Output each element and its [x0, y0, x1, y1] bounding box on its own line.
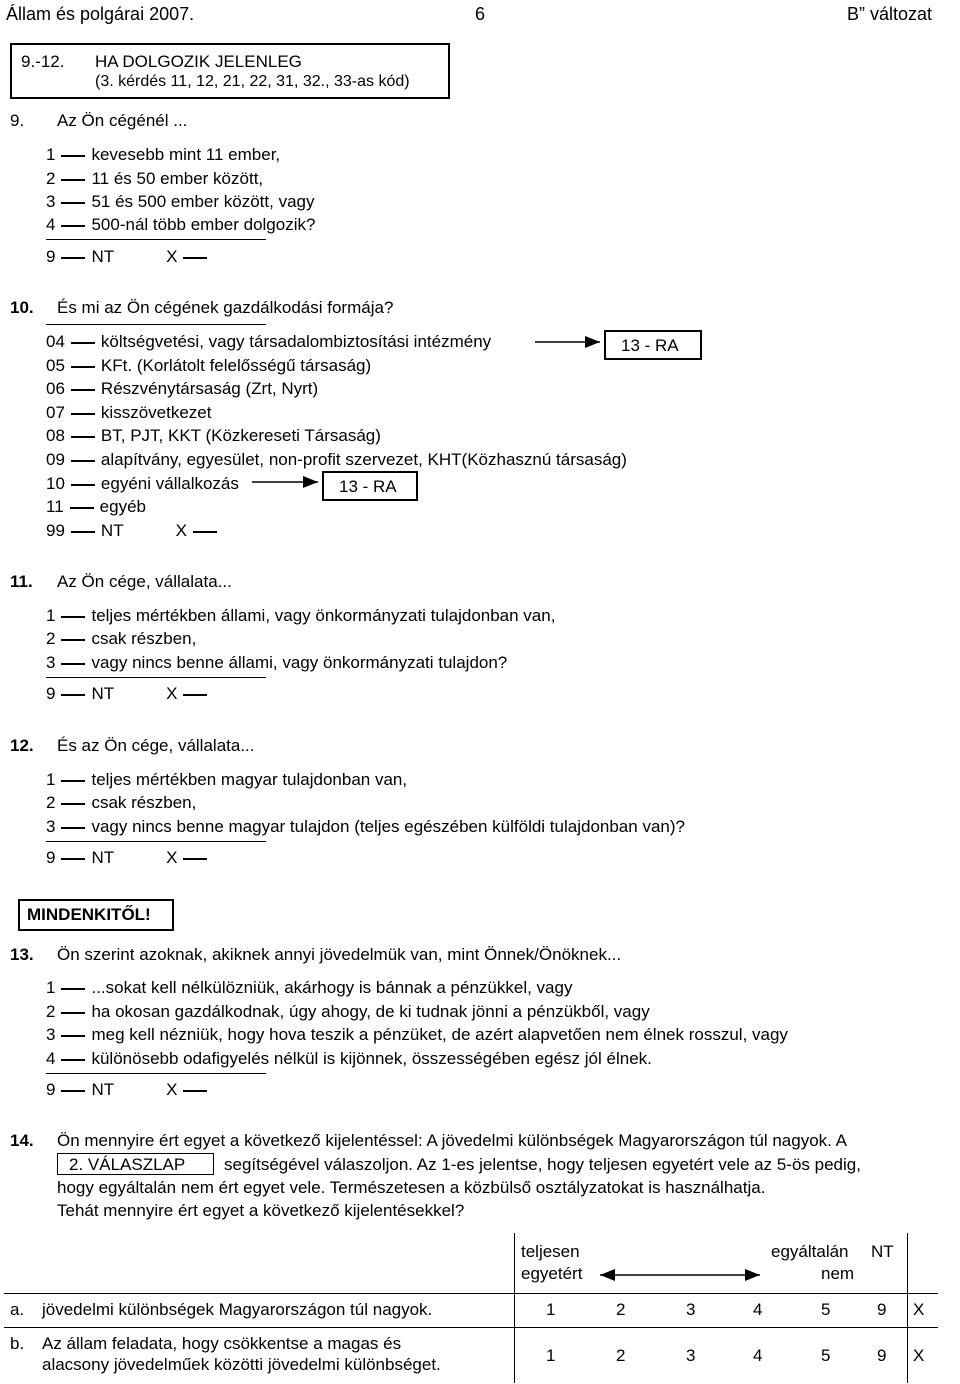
- q9-option-1[interactable]: 1 kevesebb mint 11 ember,: [46, 145, 281, 164]
- q12-option-1[interactable]: 1 teljes mértékben magyar tulajdonban van,: [46, 770, 408, 789]
- q14-line-1: Ön mennyire ért egyet a következő kijelentéssel: A jövedelmi különbségek Magyarországon túl nagyok. A: [57, 1131, 847, 1150]
- q13-number: 13.: [10, 945, 34, 964]
- q11-option-1[interactable]: 1 teljes mértékben állami, vagy önkormányzati tulajdonban van,: [46, 606, 556, 625]
- q10-option-07[interactable]: 07 kisszövetkezet: [46, 403, 212, 422]
- row-a-text: jövedelmi különbségek Magyarországon túl nagyok.: [42, 1300, 433, 1319]
- q10-option-11[interactable]: 11 egyéb: [46, 497, 146, 516]
- header-variant: B” változat: [847, 4, 933, 24]
- skip-label-2: 13 - RA: [339, 477, 397, 496]
- q9-option-3[interactable]: 3 51 és 500 ember között, vagy: [46, 192, 315, 211]
- row-b-text-2: alacsony jövedelműek közötti jövedelmi különbséget.: [42, 1355, 441, 1374]
- q11-option-nt[interactable]: 9 NT X: [46, 684, 213, 704]
- row-b-letter: b.: [10, 1334, 25, 1353]
- q11-option-2[interactable]: 2 csak részben,: [46, 629, 197, 648]
- row-a-letter: a.: [10, 1300, 25, 1319]
- row-a-nt[interactable]: 9: [877, 1300, 887, 1319]
- row-b-4[interactable]: 4: [753, 1346, 763, 1365]
- q11-number: 11.: [10, 572, 33, 591]
- q14-line-2: segítségével válaszoljon. Az 1-es jelentse, hogy teljesen egyetért vele az 5-ös pedig,: [224, 1155, 861, 1174]
- q9-text: Az Ön cégénél ...: [57, 111, 188, 130]
- scale-right-2: nem: [821, 1264, 855, 1283]
- row-b-text-1: Az állam feladata, hogy csökkentse a magas és: [42, 1334, 402, 1353]
- row-a-3[interactable]: 3: [686, 1300, 696, 1319]
- header-title: Állam és polgárai 2007.: [6, 4, 195, 24]
- q13-option-4[interactable]: 4 különösebb odafigyelés nélkül is kijönnek, összességében egész jól élnek.: [46, 1049, 652, 1068]
- row-a-5[interactable]: 5: [821, 1300, 831, 1319]
- q10-option-04[interactable]: 04 költségvetési, vagy társadalombiztosítási intézmény: [46, 332, 492, 351]
- scale-nt: NT: [871, 1242, 894, 1261]
- q10-option-10[interactable]: 10 egyéni vállalkozás: [46, 474, 239, 493]
- q10-option-08[interactable]: 08 BT, PJT, KKT (Közkereseti Társaság): [46, 426, 381, 445]
- q11-option-3[interactable]: 3 vagy nincs benne állami, vagy önkormányzati tulajdon?: [46, 653, 508, 672]
- q12-option-3[interactable]: 3 vagy nincs benne magyar tulajdon (teljes egészében külföldi tulajdonban van)?: [46, 817, 685, 836]
- q10-option-99[interactable]: 99 NT X: [46, 521, 223, 541]
- q9-option-4[interactable]: 4 500-nál több ember dolgozik?: [46, 215, 316, 234]
- q10-option-09[interactable]: 09 alapítvány, egyesület, non-profit szervezet, KHT(Közhasznú társaság): [46, 450, 627, 469]
- table-hline: [4, 1327, 938, 1328]
- q9-number: 9.: [10, 111, 25, 130]
- table-hline: [4, 1293, 938, 1294]
- scale-left-2: egyetért: [521, 1264, 583, 1283]
- q11-text: Az Ön cége, vállalata...: [57, 572, 232, 591]
- table-vline: [907, 1233, 908, 1383]
- q13-option-1[interactable]: 1 ...sokat kell nélkülözniük, akárhogy is bánnak a pénzükkel, vagy: [46, 978, 573, 997]
- divider: [46, 1073, 266, 1074]
- section-title: HA DOLGOZIK JELENLEG: [95, 52, 302, 71]
- scale-right-1: egyáltalán: [771, 1242, 849, 1261]
- divider: [46, 677, 266, 678]
- skip-label-1: 13 - RA: [621, 336, 679, 355]
- scale-left-1: teljesen: [521, 1242, 580, 1261]
- q10-text: És mi az Ön cégének gazdálkodási formája?: [57, 298, 394, 317]
- q12-option-nt[interactable]: 9 NT X: [46, 848, 213, 868]
- q9-option-nt[interactable]: 9 NT X: [46, 247, 213, 267]
- row-b-5[interactable]: 5: [821, 1346, 831, 1365]
- q12-option-2[interactable]: 2 csak részben,: [46, 793, 197, 812]
- row-a-4[interactable]: 4: [753, 1300, 763, 1319]
- row-b-2[interactable]: 2: [616, 1346, 626, 1365]
- section-subtitle: (3. kérdés 11, 12, 21, 22, 31, 32., 33-as kód): [95, 73, 410, 90]
- divider: [46, 841, 266, 842]
- row-b-3[interactable]: 3: [686, 1346, 696, 1365]
- q12-number: 12.: [10, 736, 34, 755]
- row-a-1[interactable]: 1: [546, 1300, 556, 1319]
- q10-option-06[interactable]: 06 Részvénytársaság (Zrt, Nyrt): [46, 379, 319, 398]
- q14-line-3: hogy egyáltalán nem ért egyet vele. Természetesen a közbülső osztályzatokat is használhatja.: [57, 1178, 766, 1197]
- q13-text: Ön szerint azoknak, akiknek annyi jövedelmük van, mint Önnek/Önöknek...: [57, 945, 622, 964]
- mindenkitol-label: MINDENKITŐL!: [27, 905, 151, 924]
- row-b-nt[interactable]: 9: [877, 1346, 887, 1365]
- section-range: 9.-12.: [21, 52, 65, 71]
- row-b-1[interactable]: 1: [546, 1346, 556, 1365]
- row-a-x[interactable]: X: [913, 1300, 925, 1319]
- q12-text: És az Ön cége, vállalata...: [57, 736, 255, 755]
- q14-number: 14.: [10, 1131, 34, 1150]
- q10-option-05[interactable]: 05 KFt. (Korlátolt felelősségű társaság): [46, 356, 372, 375]
- q13-option-3[interactable]: 3 meg kell nézniük, hogy hova teszik a pénzüket, de azért alapvetően nem élnek rosszul, vagy: [46, 1025, 788, 1044]
- q13-option-2[interactable]: 2 ha okosan gazdálkodnak, úgy ahogy, de ki tudnak jönni a pénzükből, vagy: [46, 1002, 650, 1021]
- q14-line-4: Tehát mennyire ért egyet a következő kijelentésekkel?: [57, 1201, 465, 1220]
- table-vline: [514, 1233, 515, 1383]
- q13-option-nt[interactable]: 9 NT X: [46, 1080, 213, 1100]
- card-label: 2. VÁLASZLAP: [69, 1155, 186, 1174]
- row-a-2[interactable]: 2: [616, 1300, 626, 1319]
- q9-option-2[interactable]: 2 11 és 50 ember között,: [46, 169, 264, 188]
- row-b-x[interactable]: X: [913, 1346, 925, 1365]
- page-number: 6: [475, 4, 486, 24]
- q10-number: 10.: [10, 298, 34, 317]
